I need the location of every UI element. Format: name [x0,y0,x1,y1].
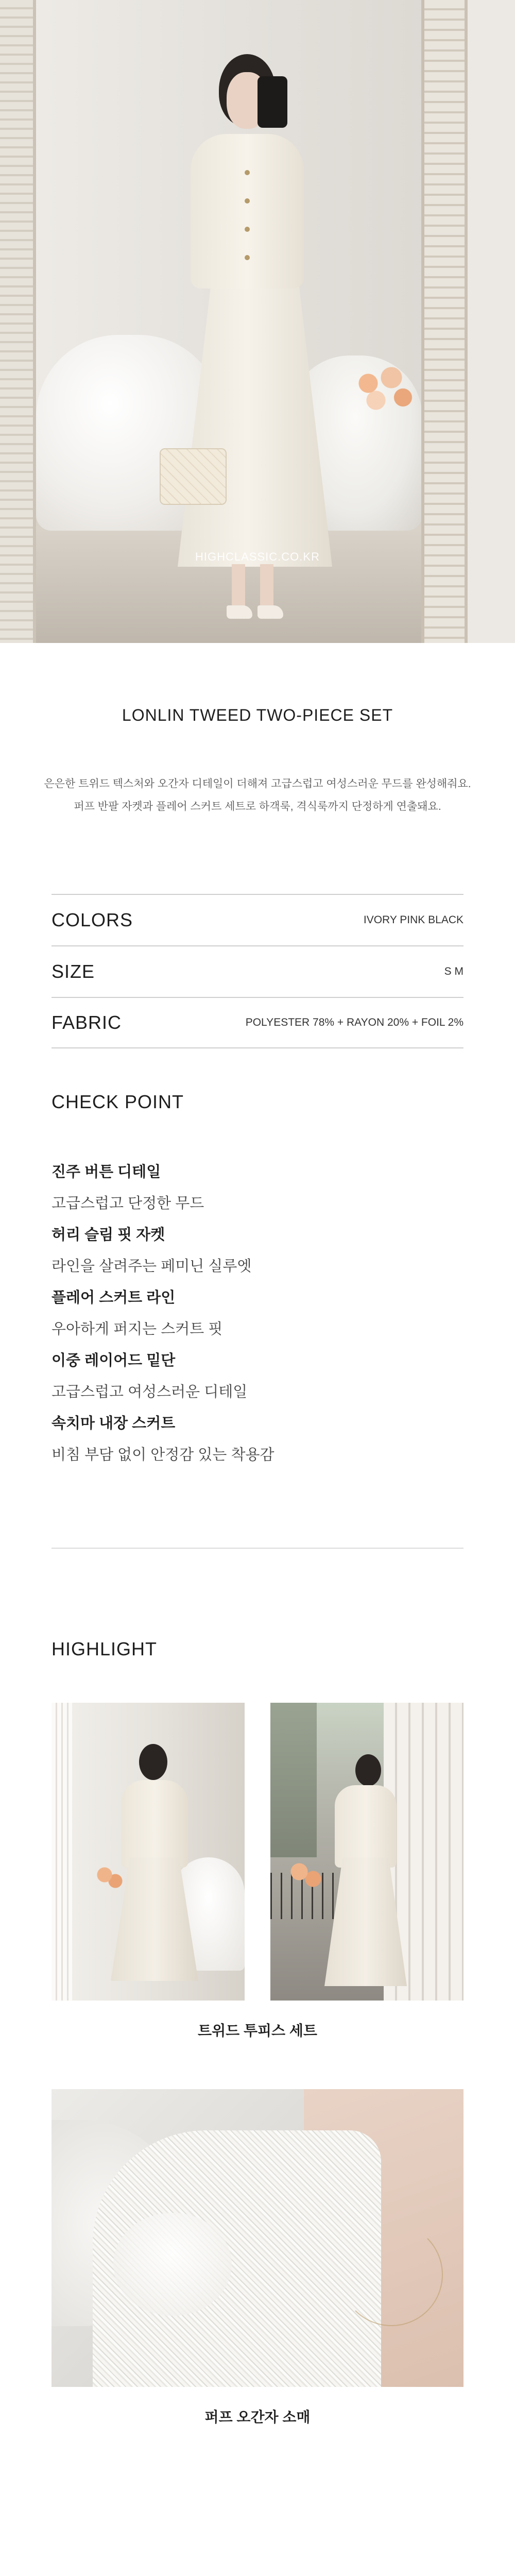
highlight-title: HIGHLIGHT [52,1638,158,1659]
checkpoint-heading: 이중 레이어드 밑단 [52,1352,176,1369]
hero-model-leg [260,564,273,611]
mirror-frame-right [421,0,468,643]
checkpoint-detail: 라인을 살려주는 페미닌 실루엣 [52,1258,252,1275]
hero-bag [160,448,227,505]
spec-label: FABRIC [52,1012,122,1033]
list-item [52,1219,464,1282]
spec-label: COLORS [52,909,133,930]
mirror-frame-left [0,0,36,643]
hero-photo [0,0,515,643]
hero-phone [258,76,287,128]
checkpoint-detail: 고급스럽고 여성스러운 디테일 [52,1384,248,1400]
hero-shoe [227,605,252,619]
highlight-photo-right [270,1703,464,2001]
checkpoint-heading: 속치마 내장 스커트 [52,1415,176,1432]
section-divider [52,1548,464,1549]
checkpoint-detail: 비침 부담 없이 안정감 있는 착용감 [52,1447,274,1463]
checkpoint-detail: 우아하게 퍼지는 스커트 핏 [52,1321,223,1337]
spec-row-size [52,945,464,997]
hero-wall-right [468,0,515,643]
hero-watermark: HIGHCLASSIC.CO.KR [195,550,320,563]
spec-table [52,894,464,1048]
checkpoint-title: CHECK POINT [52,1091,184,1112]
highlight-caption-1: 트위드 투피스 세트 [198,2023,317,2039]
hero-model-jacket [191,134,304,289]
highlight-caption-2: 퍼프 오간자 소매 [204,2409,311,2425]
description-line: 은은한 트위드 텍스처와 오간자 디테일이 더해져 고급스럽고 여성스러운 무드를 완성해줘요. [44,778,471,790]
spec-value: POLYESTER 78% + RAYON 20% + FOIL 2% [245,1016,464,1028]
product-description [0,773,515,818]
checkpoint-detail: 고급스럽고 단정한 무드 [52,1195,204,1212]
spec-value: IVORY PINK BLACK [363,914,464,926]
product-title: LONLIN TWEED TWO-PIECE SET [122,706,393,724]
list-item [52,1282,464,1345]
hero-model-leg [232,564,245,611]
list-item [52,1157,464,1219]
spec-label: SIZE [52,961,95,982]
checkpoint-heading: 허리 슬림 핏 자켓 [52,1227,165,1243]
highlight-photo-closeup [52,2089,464,2387]
checkpoint-heading: 진주 버튼 디테일 [52,1164,161,1180]
checkpoint-heading: 플레어 스커트 라인 [52,1290,176,1306]
hero-flowers [345,361,422,417]
highlight-photo-left [52,1703,245,2001]
spec-value: S M [444,965,464,977]
hero-shoe [258,605,283,619]
checkpoint-list [52,1157,464,1471]
list-item [52,1408,464,1471]
description-line: 퍼프 반팔 자켓과 플레어 스커트 세트로 하객룩, 격식룩까지 단정하게 연출돼요. [74,801,441,812]
spec-row-fabric [52,997,464,1048]
list-item [52,1345,464,1408]
spec-row-colors [52,894,464,945]
